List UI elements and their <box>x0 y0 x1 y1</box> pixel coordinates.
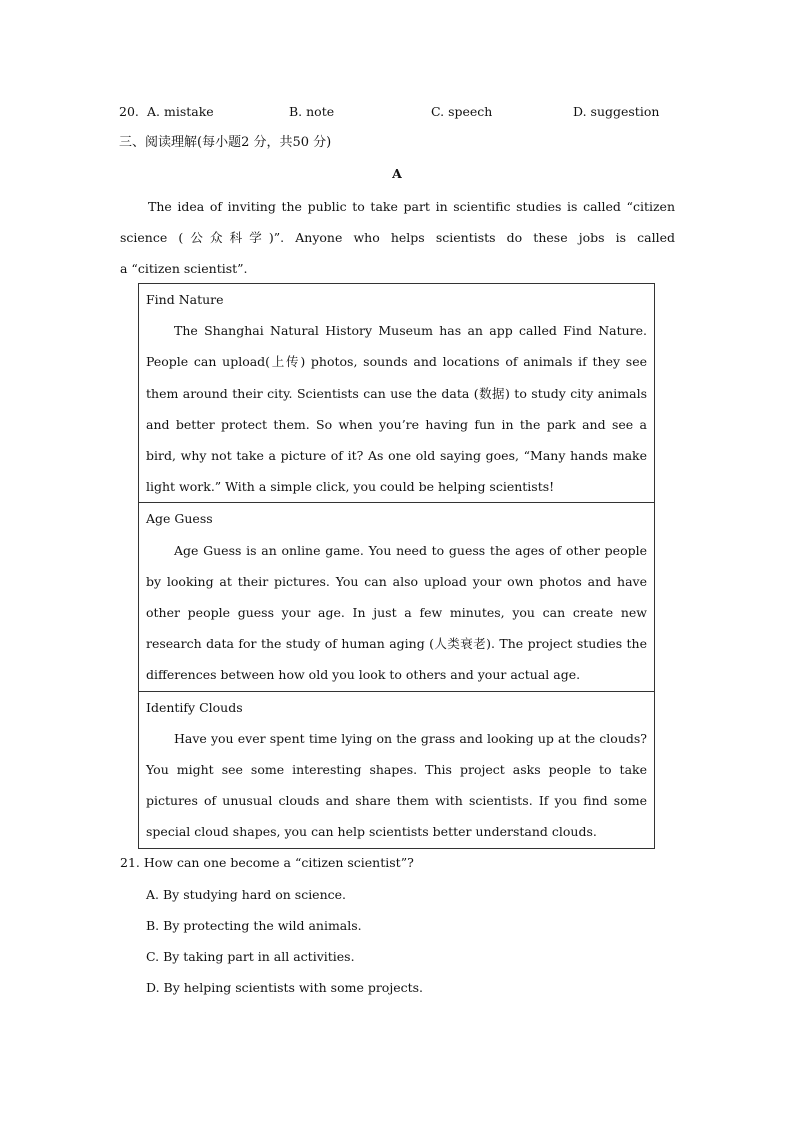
question-21-option-a: A. By studying hard on science. <box>146 887 347 902</box>
question-21: 21. How can one become a “citizen scientist”? <box>120 855 414 870</box>
intro-last-line: a “citizen scientist”. <box>120 261 248 277</box>
section-heading: 三、阅读理解(每小题2 分，共50 分) <box>119 135 332 150</box>
project-text: Age Guess is an online game. You need to guess the ages of other people by looking at their pictures. You can also upload your own photos and have other people guess your age. In just a few minutes, you can create new research data for the study of human aging (人类衰老). The project studies the differences between how old you look to others and your actual age. <box>146 542 647 683</box>
question-20-option-d: D. suggestion <box>573 104 660 119</box>
project-title: Age Guess <box>146 511 213 527</box>
passage-label: A <box>392 166 402 181</box>
question-20-option-c: C. speech <box>431 104 493 119</box>
intro-paragraph: The idea of inviting the public to take part in scientific studies is called “citizen science (公众科学)”. Anyone who helps scientists do these jobs is called <box>120 199 675 246</box>
question-20-number: 20. <box>119 104 139 119</box>
project-find-nature <box>139 284 654 502</box>
project-text: Have you ever spent time lying on the grass and looking up at the clouds? You might see some interesting shapes. This project asks people to take pictures of unusual clouds and share them with scientists. If you find some special cloud shapes, you can help scientists better understand clouds. <box>146 730 647 840</box>
project-age-guess <box>139 502 654 690</box>
question-20-option-a: A. mistake <box>147 104 214 119</box>
project-text: The Shanghai Natural History Museum has an app called Find Nature. People can upload(上传) photos, sounds and locations of animals if they see them around their city. Scientists can use the data (数据) to study city animals and better protect them. So when you’re having fun in the park and see a bird, why not take a picture of it? As one old saying goes, “Many hands make light work.” With a simple click, you could be helping scientists! <box>146 323 647 495</box>
question-21-option-b: B. By protecting the wild animals. <box>146 918 362 933</box>
question-21-option-c: C. By taking part in all activities. <box>146 949 355 964</box>
projects-table <box>138 283 655 849</box>
project-title: Find Nature <box>146 292 224 307</box>
project-title: Identify Clouds <box>146 699 243 715</box>
question-20-option-b: B. note <box>289 104 335 119</box>
question-21-option-d: D. By helping scientists with some projects. <box>146 980 424 995</box>
passage-intro <box>120 191 675 285</box>
project-identify-clouds <box>139 691 654 848</box>
